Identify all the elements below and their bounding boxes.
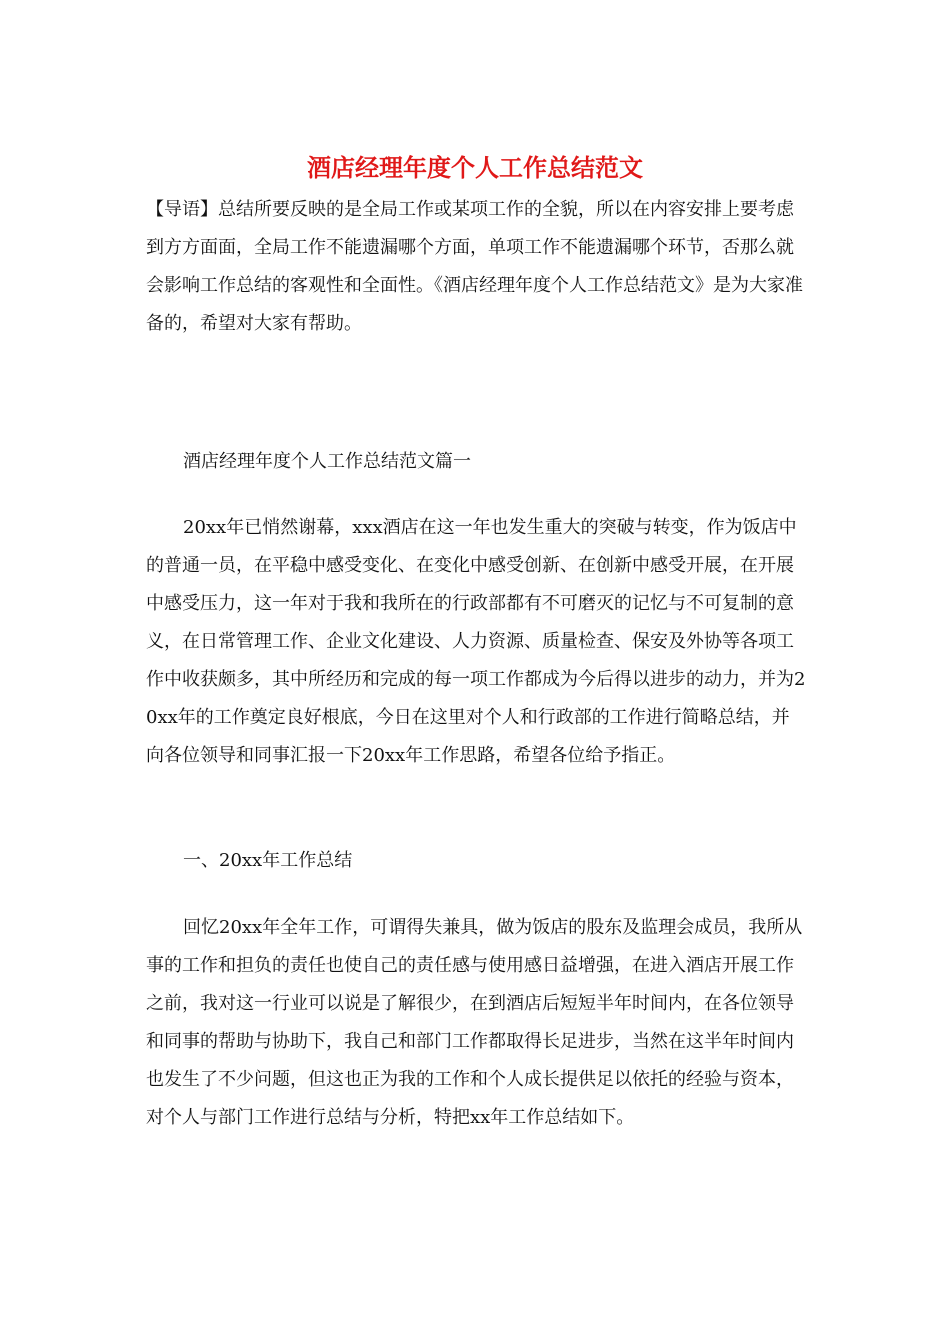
document-title: 酒店经理年度个人工作总结范文: [307, 153, 643, 182]
body-paragraph-1: 20xx年已悄然谢幕，xxx酒店在这一年也发生重大的突破与转变，作为饭店中的普通一员，在平稳中感受变化、在变化中感受创新、在创新中感受开展，在开展中感受压力，这一年对于我和我所在的行政部都有不可磨灭的记忆与不可复制的意义，在日常管理工作、企业文化建设、人力资源、质量检查、保安及外协等各项工作中收获颇多，其中所经历和完成的每一项工作都成为今后得以进步的动力，并为20xx年的工作奠定良好根底，今日在这里对个人和行政部的工作进行简略总结，并向各位领导和同事汇报一下20xx年工作思路，希望各位给予指正。: [146, 517, 806, 766]
body-paragraph-2: 回忆20xx年全年工作，可谓得失兼具，做为饭店的股东及监理会成员，我所从事的工作和担负的责任也使自己的责任感与使用感日益增强，在进入酒店开展工作之前，我对这一行业可以说是了解很少，在到酒店后短短半年时间内，在各位领导和同事的帮助与协助下，我自己和部门工作都取得长足进步，当然在这半年时间内也发生了不少问题，但这也正为我的工作和个人成长提供足以依托的经验与资本，对个人与部门工作进行总结与分析，特把xx年工作总结如下。: [146, 917, 803, 1128]
article-heading: 酒店经理年度个人工作总结范文篇一: [183, 451, 471, 472]
intro-paragraph: 【导语】总结所要反映的是全局工作或某项工作的全貌，所以在内容安排上要考虑到方方面面，全局工作不能遗漏哪个方面，单项工作不能遗漏哪个环节，否那么就会影响工作总结的客观性和全面性。《酒店经理年度个人工作总结范文》是为大家准备的，希望对大家有帮助。: [146, 199, 803, 334]
section-heading: 一、20xx年工作总结: [183, 850, 353, 871]
